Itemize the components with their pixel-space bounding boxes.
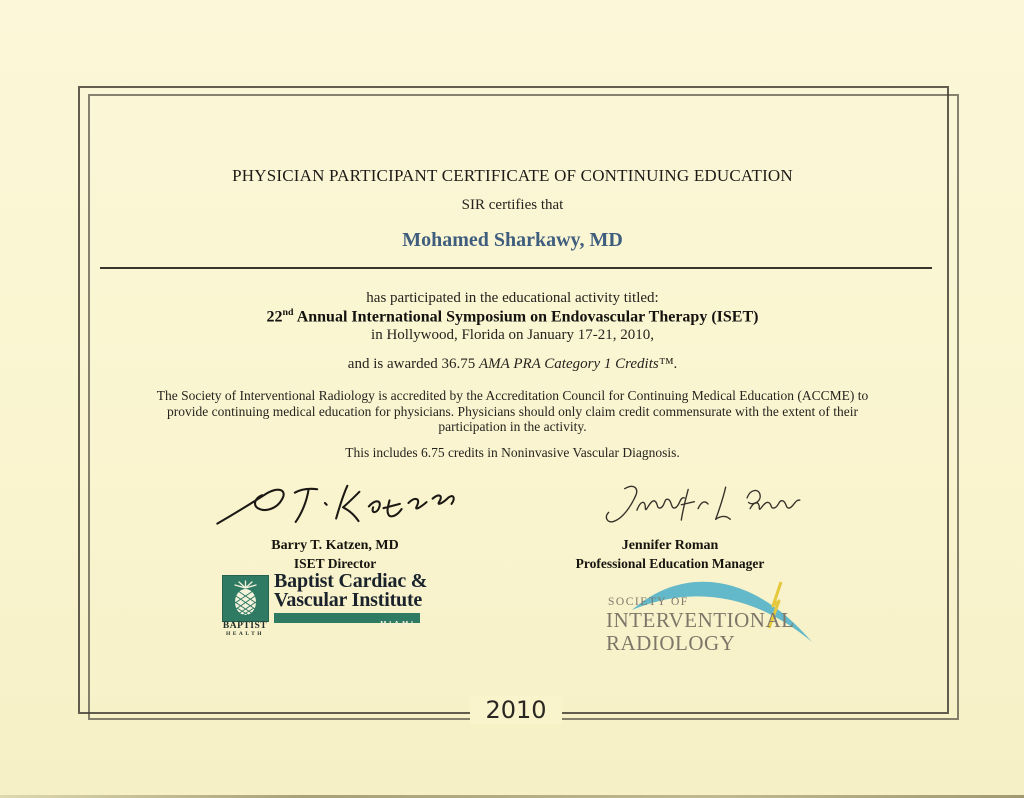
katzen-signature xyxy=(212,472,462,534)
certificate-title: PHYSICIAN PARTICIPANT CERTIFICATE OF CONTINUING EDUCATION xyxy=(232,166,793,185)
award-suffix: . xyxy=(673,356,678,372)
award-credits-italic: AMA PRA Category 1 Credits™ xyxy=(479,356,674,372)
recipient-name: Mohamed Sharkawy, MD xyxy=(402,229,623,251)
award-prefix: and is awarded 36.75 xyxy=(347,356,480,372)
location-line: in Hollywood, Florida on January 17-21, 2010, xyxy=(371,327,654,343)
activity-ordinal: nd xyxy=(282,307,294,318)
accme-line-2: provide continuing medical education for physicians. Physicians should only claim credit commensurate with the extent of their xyxy=(167,403,858,419)
year-badge: 2010 xyxy=(470,696,562,724)
baptist-institute-line2: Vascular Institute xyxy=(274,589,423,611)
activity-title-rest: Annual International Symposium on Endovascular Therapy (ISET) xyxy=(293,308,759,326)
sir-interventional-label: INTERVENTIONAL xyxy=(606,608,795,632)
roman-signature xyxy=(585,478,825,530)
roman-name: Jennifer Roman xyxy=(621,538,719,553)
baptist-city-label: MIAMI xyxy=(380,621,416,628)
activity-title-line xyxy=(90,307,935,326)
baptist-institute-line1: Baptist Cardiac & xyxy=(274,570,428,592)
sir-logo xyxy=(604,562,834,667)
baptist-health-mark xyxy=(222,575,269,622)
roman-title: Professional Education Manager xyxy=(575,556,765,571)
signature-block-katzen xyxy=(230,538,440,572)
katzen-name: Barry T. Katzen, MD xyxy=(271,538,399,553)
sir-society-of-label: SOCIETY OF xyxy=(608,596,689,608)
katzen-title: ISET Director xyxy=(293,556,377,571)
participated-line: has participated in the educational activity titled: xyxy=(366,290,659,306)
accme-line-3: participation in the activity. xyxy=(438,419,587,434)
name-underline-rule xyxy=(100,267,932,269)
baptist-org-label: BAPTIST xyxy=(222,621,268,631)
award-line xyxy=(90,356,935,373)
activity-number: 22 xyxy=(266,308,283,326)
baptist-institute-name xyxy=(274,572,427,610)
includes-credits-line: This includes 6.75 credits in Noninvasive Vascular Diagnosis. xyxy=(345,445,680,460)
sir-radiology-label: RADIOLOGY xyxy=(606,631,736,655)
accme-paragraph xyxy=(90,388,935,435)
baptist-health-label: HEALTH xyxy=(225,631,265,637)
accme-line-1: The Society of Interventional Radiology is accredited by the Accreditation Council for Continuing Medical Education (ACCME) to xyxy=(156,388,869,403)
certifies-line: SIR certifies that xyxy=(461,197,564,213)
baptist-miami-bar xyxy=(274,613,420,628)
pineapple-icon xyxy=(223,576,268,621)
